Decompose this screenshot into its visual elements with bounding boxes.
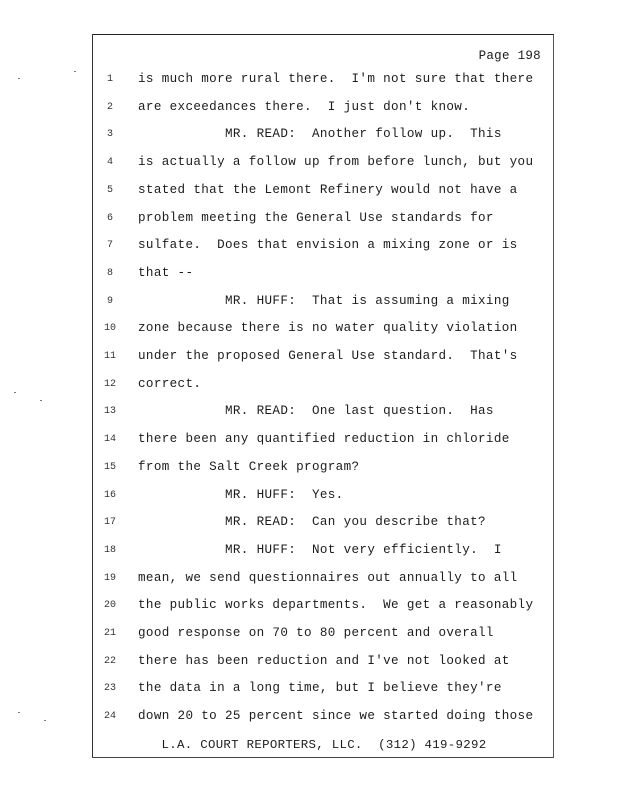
transcript-line: zone because there is no water quality violation xyxy=(138,321,518,335)
line-number: 1 xyxy=(106,74,113,85)
transcript-line: under the proposed General Use standard. That's xyxy=(138,349,518,363)
transcript-line: the data in a long time, but I believe they're xyxy=(138,681,502,695)
transcript-line: MR. READ: Another follow up. This xyxy=(138,127,502,141)
line-number: 23 xyxy=(103,683,116,694)
page-number: Page 198 xyxy=(478,49,541,63)
transcript-line: there been any quantified reduction in chloride xyxy=(138,432,510,446)
transcript-line: mean, we send questionnaires out annually to all xyxy=(138,571,518,585)
transcript-line: MR. READ: Can you describe that? xyxy=(138,515,486,529)
line-number: 21 xyxy=(103,628,116,639)
line-number: 20 xyxy=(103,600,116,611)
transcript-line: is actually a follow up from before lunch, but you xyxy=(138,155,534,169)
line-number: 3 xyxy=(106,129,113,140)
transcript-line: problem meeting the General Use standards for xyxy=(138,211,494,225)
line-number: 24 xyxy=(103,711,116,722)
transcript-line: MR. HUFF: Yes. xyxy=(138,488,344,502)
scan-speck xyxy=(18,78,20,79)
transcript-page xyxy=(92,34,554,758)
transcript-line: down 20 to 25 percent since we started doing those xyxy=(138,709,534,723)
line-number: 4 xyxy=(106,157,113,168)
line-number: 10 xyxy=(103,323,116,334)
line-number: 8 xyxy=(106,268,113,279)
transcript-line: is much more rural there. I'm not sure that there xyxy=(138,72,534,86)
line-number: 12 xyxy=(103,379,116,390)
transcript-line: MR. HUFF: That is assuming a mixing xyxy=(138,294,510,308)
line-number: 16 xyxy=(103,490,116,501)
transcript-line: good response on 70 to 80 percent and overall xyxy=(138,626,494,640)
transcript-line: the public works departments. We get a reasonably xyxy=(138,598,534,612)
scan-speck xyxy=(44,720,46,721)
transcript-line: there has been reduction and I've not looked at xyxy=(138,654,510,668)
transcript-line: stated that the Lemont Refinery would not have a xyxy=(138,183,518,197)
transcript-line: MR. READ: One last question. Has xyxy=(138,404,494,418)
line-number: 22 xyxy=(103,656,116,667)
scan-speck xyxy=(18,712,20,713)
line-number: 2 xyxy=(106,102,113,113)
line-number: 18 xyxy=(103,545,116,556)
line-number: 9 xyxy=(106,296,113,307)
transcript-line: from the Salt Creek program? xyxy=(138,460,360,474)
scan-speck xyxy=(74,71,76,72)
line-number: 17 xyxy=(103,517,116,528)
court-reporter-footer: L.A. COURT REPORTERS, LLC. (312) 419-9292 xyxy=(161,738,487,752)
line-number: 7 xyxy=(106,240,113,251)
transcript-line: correct. xyxy=(138,377,202,391)
transcript-line: MR. HUFF: Not very efficiently. I xyxy=(138,543,502,557)
line-number: 14 xyxy=(103,434,116,445)
line-number: 13 xyxy=(103,406,116,417)
line-number: 11 xyxy=(103,351,116,362)
line-number: 19 xyxy=(103,573,116,584)
transcript-line: are exceedances there. I just don't know. xyxy=(138,100,471,114)
line-number: 6 xyxy=(106,213,113,224)
line-number: 5 xyxy=(106,185,113,196)
transcript-line: sulfate. Does that envision a mixing zone or is xyxy=(138,238,518,252)
scan-speck xyxy=(40,400,42,401)
line-number: 15 xyxy=(103,462,116,473)
scan-speck xyxy=(14,392,16,393)
transcript-line: that -- xyxy=(138,266,194,280)
